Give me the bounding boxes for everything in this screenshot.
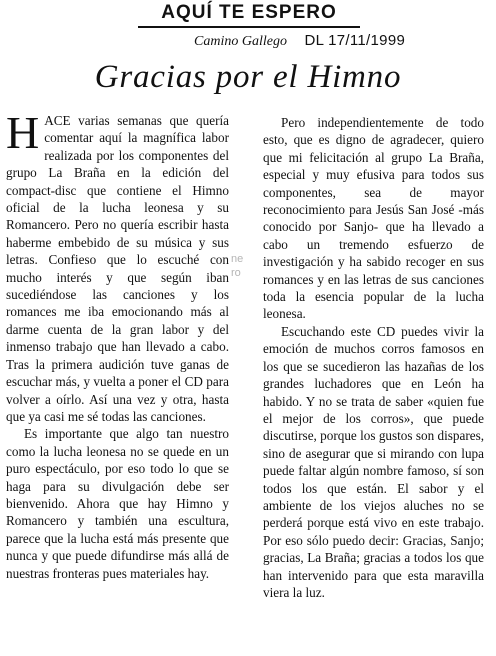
drop-cap: H	[6, 107, 40, 158]
byline	[194, 32, 494, 52]
author-name: Camino Gallego	[194, 34, 287, 49]
bleed-fragment: ne	[231, 253, 244, 265]
article-column-left	[6, 107, 229, 582]
section-header	[138, 2, 360, 28]
paragraph-text: ACE varias semanas que quería comentar aquí la magnífica labor realizada por los componentes del grupo La Braña en la edición del compact-disc que contiene el Himno oficial de la lucha leonesa y su Romancero. Pero no quería escribir hasta haberme embebido de su música y sus letras. Confieso que lo escuché con mucho interés y que según iban sucediéndose las canciones y los romances me iba emocionando más al darme cuenta de la gran labor y del inmenso trabajo que han llevado a cabo. Tras la primera audición tuve ganas de escuchar más, y vuelta a poner el CD para volver a oírlo. Así una vez y otra, hasta que ya casi me sé todas las canciones.	[6, 113, 229, 424]
bleed-through-text	[231, 252, 255, 308]
article-paragraph: Escuchando este CD puedes vivir la emoción de muchos corros famosos en los que se sucedieron las hazañas de los grandes luchadores que en León ha habido. Y no se trata de saber «quien fue el mejor de los corros», que puede discutirse, porque los gustos son dispares, sino de asegurar que si mirando con lupa puede faltar algún nombre famoso, sí son todos los que están. El sabor y el ambiente de los viejos aluches no se perderá porque está vivo en este trabajo. Por eso sólo puedo decir: Gracias, Sanjo; gracias, La Braña; gracias a todos los que han intervenido para que esta maravilla viera la luz.	[263, 323, 484, 600]
section-title: AQUÍ TE ESPERO	[161, 2, 337, 23]
article-paragraph	[6, 107, 229, 425]
bleed-fragment: ro	[231, 267, 241, 279]
article-paragraph: Es importante que algo tan nuestro como la lucha leonesa no se quede en un puro espectáculo, por eso todo lo que se haga para su divulgación debe ser bienvenido. Ahora que hay Himno y Romancero y también una escultura, parece que la lucha está más presente que nunca y que puede difundirse más allá de nuestras fronteras pues materiales hay.	[6, 426, 229, 581]
headline: Gracias por el Himno	[94, 59, 402, 95]
date-stamp: DL 17/11/1999	[304, 32, 406, 49]
article-column-right	[263, 114, 484, 601]
article-paragraph: Pero independientemente de todo esto, que es digno de agradecer, quiero que mi felicitación al grupo La Braña, especial y muy efusiva para todos sus componentes, sea de mayor reconocimiento para Jesús San José -más conocido por Sanjo- que ha llevado a cabo un tremendo esfuerzo de investigación y ha sabido recoger en sus romances y en las letras de sus canciones toda la esencia popular de la lucha leonesa.	[263, 115, 484, 322]
